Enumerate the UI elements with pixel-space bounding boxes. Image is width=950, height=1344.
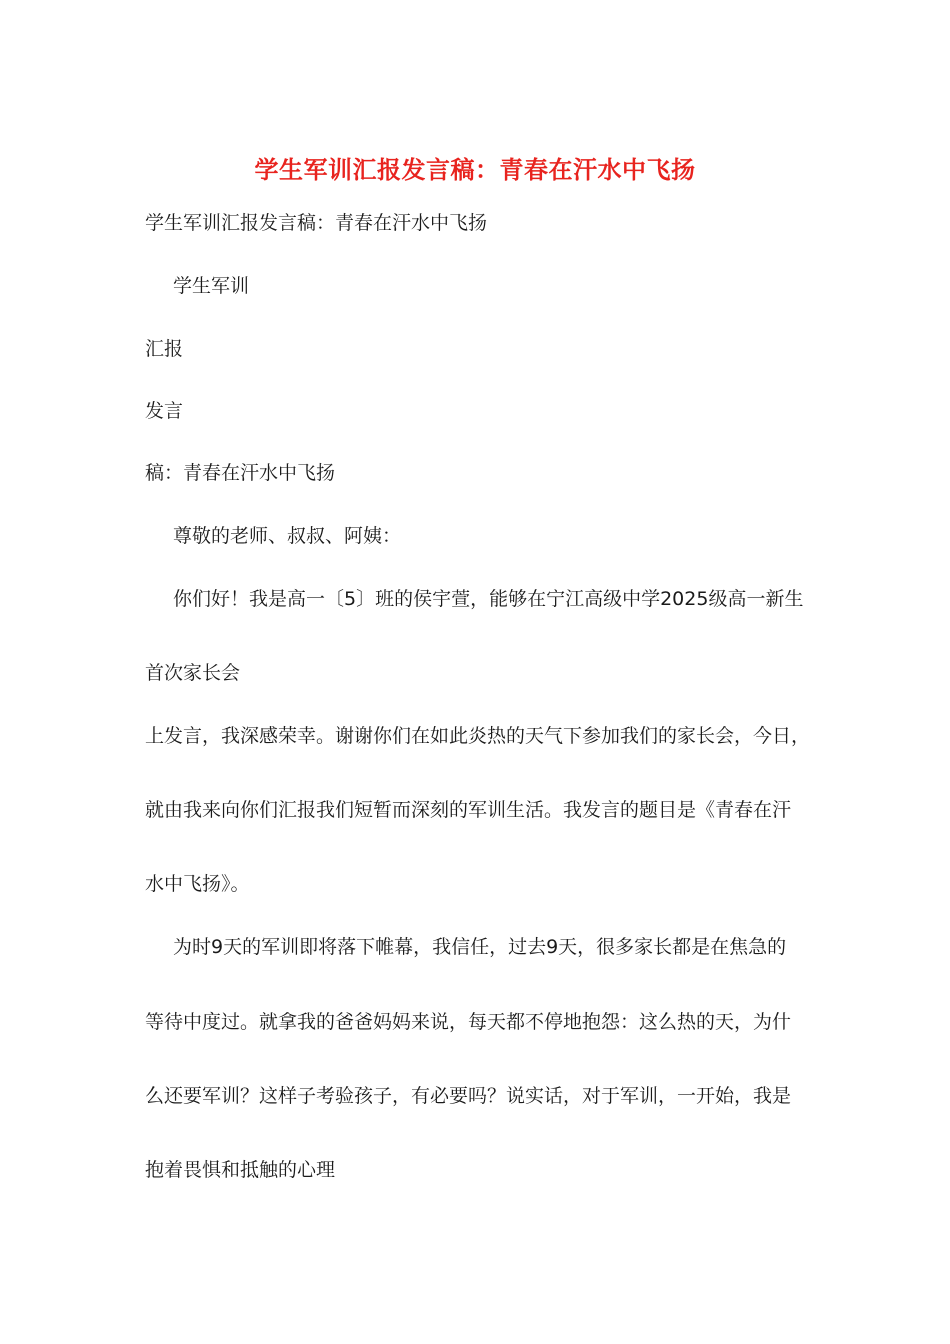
paragraph-line: 发言 <box>145 400 184 422</box>
paragraph-line: 学生军训 <box>173 275 250 297</box>
paragraph-line: 就由我来向你们汇报我们短暂而深刻的军训生活。我发言的题目是《青春在汗 <box>145 799 792 821</box>
paragraph-line: 汇报 <box>145 338 184 360</box>
paragraph-line: 抱着畏惧和抵触的心理 <box>145 1159 336 1181</box>
paragraph-line: 稿：青春在汗水中飞扬 <box>145 462 336 484</box>
paragraph-line: 么还要军训？这样子考验孩子，有必要吗？说实话，对于军训，一开始，我是 <box>145 1085 792 1107</box>
subtitle-line: 学生军训汇报发言稿：青春在汗水中飞扬 <box>145 212 488 234</box>
paragraph-line: 等待中度过。就拿我的爸爸妈妈来说，每天都不停地抱怨：这么热的天，为什 <box>145 1011 792 1033</box>
paragraph-line: 为时9天的军训即将落下帷幕，我信任，过去9天，很多家长都是在焦急的 <box>173 936 787 958</box>
paragraph-line: 首次家长会 <box>145 662 241 684</box>
document-title: 学生军训汇报发言稿：青春在汗水中飞扬 <box>254 155 696 184</box>
salutation-line: 尊敬的老师、叔叔、阿姨： <box>173 525 402 547</box>
paragraph-line: 水中飞扬》。 <box>145 873 250 895</box>
paragraph-line: 上发言，我深感荣幸。谢谢你们在如此炎热的天气下参加我们的家长会，今日， <box>145 725 811 747</box>
paragraph-line: 你们好！我是高一〔5〕班的侯宇萱，能够在宁江高级中学2025级高一新生 <box>173 588 804 610</box>
